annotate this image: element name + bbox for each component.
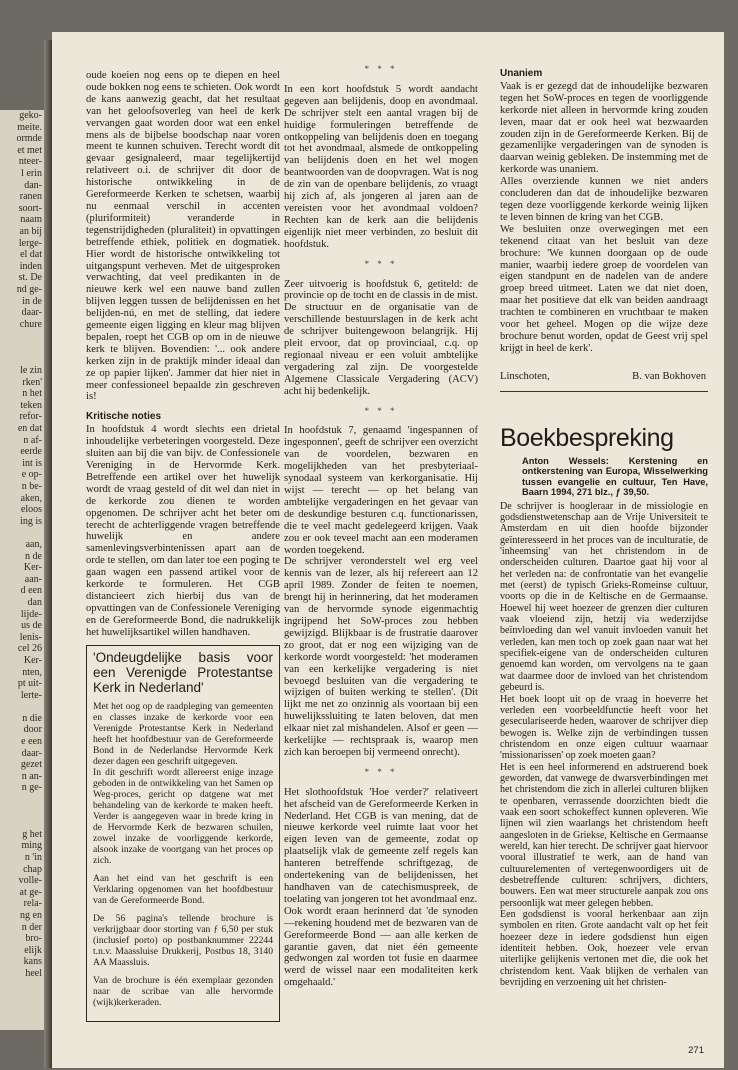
previous-page-fragment: daar- (21, 747, 42, 759)
previous-page-fragment: cel 26 (17, 643, 42, 655)
previous-page-fragment: le zin (20, 365, 42, 377)
signature-place: Linschoten, (500, 370, 550, 382)
box-paragraph: Aan het eind van het geschrift is een Verklaring opgenomen van het hoofdbestuur van de Gereformeerde Bond. (93, 872, 273, 906)
previous-page-fragment: us de (21, 620, 42, 632)
previous-page-fragment (0, 353, 44, 365)
previous-page-fragment: gezet (20, 759, 42, 771)
previous-page-fragment: rela- (23, 898, 42, 910)
previous-page-fragment: ranen (19, 191, 42, 203)
previous-page-fragment (0, 794, 44, 806)
previous-page-fragment: inden (19, 260, 42, 272)
previous-page-fragment: bro- (25, 933, 42, 945)
column-1 (86, 70, 280, 1070)
previous-page-fragment: an bij (19, 225, 42, 237)
book-gutter (44, 40, 52, 1068)
previous-page-fragment: lijde- (20, 608, 42, 620)
previous-page-fragment: lerge- (18, 237, 42, 249)
previous-page-fragment (0, 330, 44, 342)
previous-page-fragment: d een (20, 585, 42, 597)
previous-page-fragment: n het (22, 388, 42, 400)
previous-page-fragment: teken (20, 399, 42, 411)
previous-page-fragment: soort- (18, 202, 42, 214)
previous-page-fragment (0, 527, 44, 539)
previous-page-fragment: g het (22, 828, 42, 840)
box-paragraph: Van de brochure is één exemplaar gezonden naar de scribae van alle hervormde (wijk)kerkeraden. (93, 974, 273, 1008)
previous-page-fragment: daar- (21, 307, 42, 319)
previous-page-edge (0, 110, 44, 1030)
signature-author: B. van Bokhoven (632, 370, 706, 382)
box-paragraph: Met het oog op de raadpleging van gemeenten en classes inzake de kerkorde voor een Verenigde Protestantse Kerk in Nederland heeft het hoofdbestuur van de Gereformeerde Bond in de Nederlandse Hervormde Kerk dezer dagen een geschrift uitgegeven. In dit geschrift wordt allereerst enige inzage geboden in de ontwikkeling van het Samen op Weg-proces, gericht op datgene wat met behandeling van de kerkorde te maken heeft. Verder is aangegeven waar in brede kring in de Hervormde Kerk de bezwaren schuilen, zowel inzake de voorliggende kerkorde, alsook inzake de voortgang van het proces op zich. (93, 700, 273, 866)
previous-page-fragment: eerde (20, 446, 42, 458)
previous-page-fragment: e op- (21, 469, 42, 481)
previous-page-fragment: n an- (21, 770, 42, 782)
previous-page-fragment: rken' (22, 376, 42, 388)
previous-page-fragment: lerte- (20, 689, 42, 701)
column-3 (500, 70, 708, 1070)
section-divider: * * * (364, 405, 398, 416)
column-2 (284, 64, 478, 1070)
previous-page-fragment: at ge- (19, 886, 42, 898)
paragraph: Het slothoofdstuk 'Hoe verder?' relativeert het afscheid van de Gereformeerde Kerken in Nederland. Het CGB is van mening, dat de nieuwe kerkorde veel ruimte laat voor het eigen leven van de gemeente, zodat op plaatselijk vlak de gemeente zelf regels kan hanteren betreffende schriftgezag, de ondertekening van de belijdenissen, het handhaven van de catechismuspreek, de toelating van jongeren tot het avondmaal enz. Ook wordt eraan herinnerd dat 'de synoden —rekening houdend met de bezwaren van de Gereformeerde Bond — aan alle kerken de garantie gaven, dat niet één gemeente gedwongen zal worden tot fusie en daarmee werd de wissel naar een modaliteiten kerk omgehaald.' (284, 786, 478, 989)
previous-page-fragment: st. De (18, 272, 42, 284)
previous-page-fragment: aken, (20, 492, 42, 504)
previous-page-fragment: ming (21, 840, 42, 852)
previous-page-fragment: n der (21, 921, 42, 933)
previous-page-fragment (0, 806, 44, 818)
subheading-kritische-noties: Kritische noties (86, 411, 162, 423)
previous-page-fragment: n af- (23, 434, 42, 446)
paragraph: In hoofdstuk 7, genaamd 'ingespannen of ingesponnen', geeft de schrijver een overzicht van de voordelen, bezwaren en mogelijkheden van het presbyteriaal-synodaal systeem van kerkorganisatie. Hij wijst — terecht — op het belang van ambtelijke vergaderingen en het gevaar van de deskundige besturen c.q. functionarissen, die te veel macht gedelegeerd krijgen. Vaak zou er ook teveel macht aan een moderamen worden toegekend. De schrijver veronderstelt wel erg veel kennis van de lezer, als hij refereert aan 12 april 1989. Zonder de feiten te noemen, brengt hij in herinnering, dat het moderamen van de hervormde synode eigenmachtig ingrijpend het SoW-proces zou hebben gewijzigd. Blijkbaar is de frustratie daarover zo groot, dat er nog een wijziging van de kerkorde wordt voorgesteld: 'het moderamen van een kerkelijke vergadering is niet bevoegd besluiten van die vergadering te wijzigen of buiten werking te stellen'. (Dit lijkt me net zo onzinnig als voortaan bij een huwelijkssluiting te laten beloven, dat men elkaar niet zal mishandelen. Alsof er geen — kerkelijke — rechtspraak is, waarop men zich kan beroepen bij vermeend onrecht). (284, 425, 478, 758)
section-divider: * * * (364, 258, 398, 269)
magazine-page (52, 32, 724, 1068)
announcement-box (86, 645, 280, 1022)
previous-page-fragment: door (23, 724, 42, 736)
page-number: 271 (688, 1045, 704, 1056)
previous-page-fragment: eloos (20, 504, 42, 516)
previous-page-fragment: nd ge- (16, 283, 42, 295)
previous-page-fragment: n ge- (21, 782, 42, 794)
previous-page-fragment: nteer- (18, 156, 42, 168)
previous-page-fragment: Ker- (23, 562, 42, 574)
previous-page-fragment: n die (22, 712, 42, 724)
previous-page-fragment: nten, (22, 666, 42, 678)
paragraph: oude koeien nog eens op te diepen en heel oude bokken nog eens te schieten. Ook wordt de kans aanwezig geacht, dat het resultaat van het geloofsoverleg van heel de kerk vervangen gaat worden door wat een enkel mens als de bijbelse boodschap naar voren meent te kunnen schuiven. Terecht wordt dit gevaar gesignaleerd, maar tegelijkertijd relativeert o.i. de schrijver dit door de historische ontwikkeling in de Gereformeerde Kerken te schetsen, waarbij nu eenmaal verschil in accenten (pluriformiteit) veranderde in tegenstrijdigheden (pluraliteit) in opvattingen betreffende ethiek, politiek en dogmatiek. Hier wordt de historische ontwikkeling tot uitgangspunt verheven. Met de uitgesproken verwachting, dat veel predikanten in de nieuwe kerk wel een nauwe band zullen blijven leggen tussen de belijdenissen en het belijden-nú, en met de stelling, dat iedere gemeente eigen ligging en kleur mag blijven bepalen, roept het CGB op om in de nieuwe kerk te blijven. Bovendien: '... ook andere kerken zijn in de praktijk minder ideaal dan ze op papier lijken'. Jammer dat hier niet in meer confessioneel bepaalde zin geschreven is! (86, 70, 280, 403)
paragraph: Zeer uitvoerig is hoofdstuk 6, getiteld: de provincie op de tocht en de classis in de mist. De structuur en de organisatie van de verschillende bestuurslagen in de kerk acht de schrijver buitengewoon belangrijk. Hij pleit ervoor, dat op provinciaal, c.q. op regionaal niveau er een voluit ambtelijke vergadering zal zijn. De voorgestelde Algemene Classicale Vergadering (ACV) acht hij bedenkelijk. (284, 278, 478, 397)
paragraph: Vaak is er gezegd dat de inhoudelijke bezwaren tegen het SoW-proces en tegen de voorliggende kerkorde niet alleen in hervormde kring zouden leven, maar dat er ook heel wat bezwaarden zouden zijn in de Gereformeerde Kerken. Bij de gezamenlijke vergaderingen van de synoden is daarvan weinig gebleken. De instemming met de kerkorde was unaniem. Alles overziende kunnen we niet anders concluderen dan dat de inhoudelijke bezwaren tegen deze voorliggende kerkorde weinig lijken te leven binnen de kring van het CGB. We besluiten onze overwegingen met een tekenend citaat van het besluit van deze brochure: 'We kunnen doorgaan op de oude manier, waarbij iedere groep de voordelen van eigen standpunt en de nadelen van de andere groep breed uitmeet. Laten we dat niet doen, maar het positieve dat elk van beiden aandraagt trachten te combineren en vruchtbaar te maken voor het geheel. Mogen op die wijze deze brochure benut worden, opdat de Geest vrij spel krijgt in heel de kerk'. (500, 80, 708, 354)
previous-page-fragment: elijk (24, 944, 42, 956)
previous-page-fragment: kans (23, 956, 42, 968)
previous-page-fragment: el dat (20, 249, 42, 261)
previous-page-fragment: naam (20, 214, 42, 226)
section-divider: * * * (364, 64, 398, 74)
previous-page-fragment (0, 342, 44, 354)
previous-page-fragment: int is (22, 457, 42, 469)
divider (500, 391, 708, 392)
previous-page-fragment (0, 701, 44, 713)
paragraph: In een kort hoofdstuk 5 wordt aandacht gegeven aan belijdenis, doop en avondmaal. De schrijver stelt een aantal vragen bij de huidige formuleringen betreffende de ontkoppeling van belijdenis doen en toegang tot het avondmaal, alsmede de ontkoppeling van belijdenis doen en het wel mogen beantwoorden van de doopvragen. Wat is nog de zin van de openbare belijdenis, zo vraagt hij zich af, als jongeren al jaren aan de vereisten voor het avondmaal voldoen? Rechten kan de kerk aan die belijdenis eigenlijk niet meer verbinden, zo besluit dit hoofdstuk. (284, 83, 478, 250)
previous-page-fragment: aan, (25, 538, 42, 550)
previous-page-fragment: ng en (20, 909, 42, 921)
box-paragraph: De 56 pagina's tellende brochure is verkrijgbaar door storting van ƒ 6,50 per stuk (inclusief porto) op postbanknummer 22244 t.n.v. Maassluise Drukkerij, Postbus 18, 3140 AA Maassluis. (93, 912, 273, 968)
previous-page-fragment: n 'in (24, 852, 42, 863)
previous-page-fragment: et met (17, 144, 42, 156)
previous-page-fragment: Ker- (23, 654, 42, 666)
previous-page-fragment: aan- (24, 573, 42, 585)
previous-page-fragment: l erin (21, 167, 42, 179)
previous-page-fragment: e een (21, 736, 42, 748)
subheading-unaniem: Unaniem (500, 68, 543, 79)
previous-page-fragment: heel (25, 967, 42, 979)
signature-line (500, 371, 708, 383)
previous-page-fragment: refor- (19, 411, 42, 423)
previous-page-fragment: volle- (18, 875, 42, 887)
previous-page-fragment: chure (19, 318, 42, 330)
previous-page-fragment: dan- (24, 179, 42, 191)
previous-page-fragment: ormde (16, 133, 42, 145)
previous-page-fragment: pt uit- (17, 678, 42, 690)
previous-page-fragment: n de (25, 550, 42, 562)
section-divider: * * * (364, 766, 398, 777)
previous-page-fragment: lenis- (19, 631, 42, 643)
previous-page-fragment: n be- (21, 481, 42, 492)
book-citation: Anton Wessels: Kerstening en ontkerstening van Europa, Wisselwerking tussen evangelie en cultuur, Ten Have, Baarn 1994, 271 blz., ƒ 39,50. (522, 455, 708, 498)
box-title: 'Ondeugdelijke basis voor een Verenigde Protestantse Kerk in Nederland' (93, 649, 273, 695)
review-body: De schrijver is hoogleraar in de missiologie en godsdienstwetenschap aan de Vrije Universiteit te Amsterdam en uit dien hoofde bijzonder geïnteresseerd in het proces van de inculturatie, de 'inheemsing' van het christendom in de onderscheiden culturen. Daartoe gaat hij voor al het verleden na: de confrontatie van het evangelie met (eerst) de typisch Grieks-Romeinse cultuur, voorts op die in de Keltische en de Germaanse. Hoewel hij weet hoezeer de grenzen dier culturen vaak vloeiend zijn, hetzij via wederzijdse beïnvloeding dan wel vanuit invloeden vanuit het verleden, kan men toch op zoek gaan naar wat het specifiek-eigene van de onderscheiden culturen genoemd kan worden, om vervolgens na te gaan wat daarmee door de invloed van het christendom gebeurd is. Het boek loopt uit op de vraag in hoeverre het verleden een voorbeeldfunctie heeft voor het geseculariseerde heden, waarover de schrijver diep bewogen is. Welke zijn de verbindingen tussen christendom en onze eigen cultuur waarnaar 'missionarissen' op zoek moeten gaan? Het is een heel informerend en adstruerend boek geworden, dat vanwege de dwarsverbindingen met het christendom die zich in allerlei culturen blijken te openbaren, verrassende doorzichten biedt die vaak een soort schokeffect kunnen opleveren. Wie lijnen wil zien waarlangs het christendom heeft aangesloten in de Griekse, Keltische en Germaanse wereld, kan hier terecht. De schrijver gaat hiervoor vooral illustratief te werk, aan de hand van cultuurelementen of vertegenwoordigers uit de desbetreffende culturen: schrijvers, dichters, bouwers. Een wat meer structurele aanpak zou ons persoonlijk wat meer gelegen hebben. Een godsdienst is vooral herkenbaar aan zijn symbolen en riten. Grote aandacht valt op het feit hoezeer deze in iedere godsdienst hun eigen identiteit hebben. Ook, hoezeer vele ervan uiterlijke gelijkenis vertonen met die, die ook het christendom kent. Vaak blijken de verhalen van bevrijding en verzoening uit het christen- (500, 500, 708, 989)
previous-page-fragment: geko- (19, 110, 42, 121)
previous-page-fragment: in de (22, 295, 42, 307)
previous-page-fragment: en dat (17, 423, 42, 435)
review-heading: Boekbespreking (500, 423, 674, 452)
previous-page-fragment: meite. (17, 121, 42, 133)
previous-page-fragment: ing is (20, 515, 42, 527)
previous-page-fragment: dan (27, 596, 42, 608)
paragraph: In hoofdstuk 4 wordt slechts een drietal inhoudelijke verbeteringen voorgesteld. Deze sluiten aan bij die van bijv. de Confessionele Vereniging in de Hervormde Kerk. Betreffende een artikel over het huwelijk wordt de vraag gesteld of dit wel dan niet in de kerkorde zou dienen te worden opgenomen. De schrijver acht het beter om terecht de achterliggende vragen betreffende huwelijk en andere samenlevingsverbintenissen apart aan de orde te stellen, om dan later toe een poging te gaan wagen een passend artikel voor de kerkorde te formuleren. Het CGB distancieert zich hierbij dus van de opvattingen van de Confessionele Vereniging en de Gereformeerde Bond, die nadrukkelijk het huwelijksartikel willen handhaven. (86, 424, 280, 638)
previous-page-fragment: chap (23, 863, 42, 875)
previous-page-fragment (0, 817, 44, 829)
